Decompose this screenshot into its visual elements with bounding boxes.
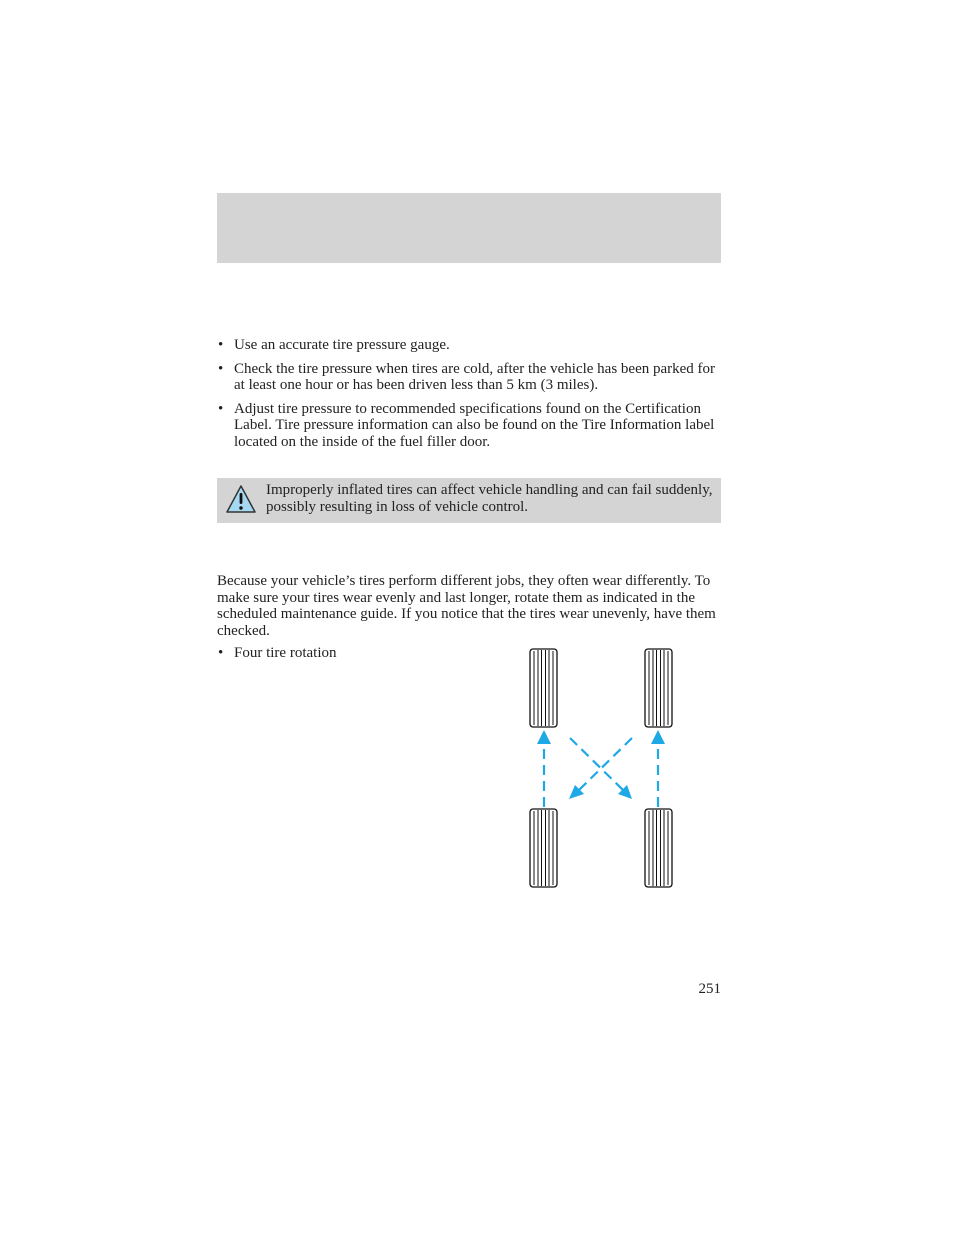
bullet-glyph: • [218,337,224,353]
tire-rotation-diagram [520,645,690,895]
rotation-paragraph: Because your vehicle’s tires perform different jobs, they often wear differently. To make sure your tires wear evenly and last longer, rotate them as indicated in the scheduled maintenance guide. If you notice that the tires wear unevenly, have them checked. [217,573,716,639]
list-item-text: Four tire rotation [234,645,337,661]
list-item [217,645,497,662]
warning-text: Improperly inflated tires can affect vehicle handling and can fail suddenly, possibly resulting in loss of vehicle control. [266,482,713,515]
list-item [217,401,721,451]
list-item [217,361,721,394]
front-right-tire-icon [645,649,672,727]
front-left-tire-icon [530,649,557,727]
bullet-glyph: • [218,400,224,417]
tire-pressure-list [217,337,721,457]
rotation-list [217,645,497,662]
front-right-to-rear-left-arrow [579,738,632,790]
rear-left-tire-icon [530,809,557,887]
front-left-to-rear-right-arrow [570,738,623,790]
rear-right-tire-icon [645,809,672,887]
page-number: 251 [698,981,721,997]
list-item-text: Check the tire pressure when tires are cold, after the vehicle has been parked for at least one hour or has been driven less than 5 km (3 miles). [234,360,716,393]
bullet-glyph: • [218,645,224,661]
section-header-band [217,193,721,263]
warning-box [217,478,721,523]
bullet-glyph: • [218,360,224,377]
list-item-text: Use an accurate tire pressure gauge. [234,337,450,353]
arrowhead-icon [537,730,551,744]
list-item [217,337,721,354]
warning-triangle-icon [225,484,257,514]
arrowhead-icon [651,730,665,744]
list-item-text: Adjust tire pressure to recommended specifications found on the Certification Label. Tire pressure information can also be found on the Tire Information label located on the inside of the fuel filler door. [234,400,715,450]
